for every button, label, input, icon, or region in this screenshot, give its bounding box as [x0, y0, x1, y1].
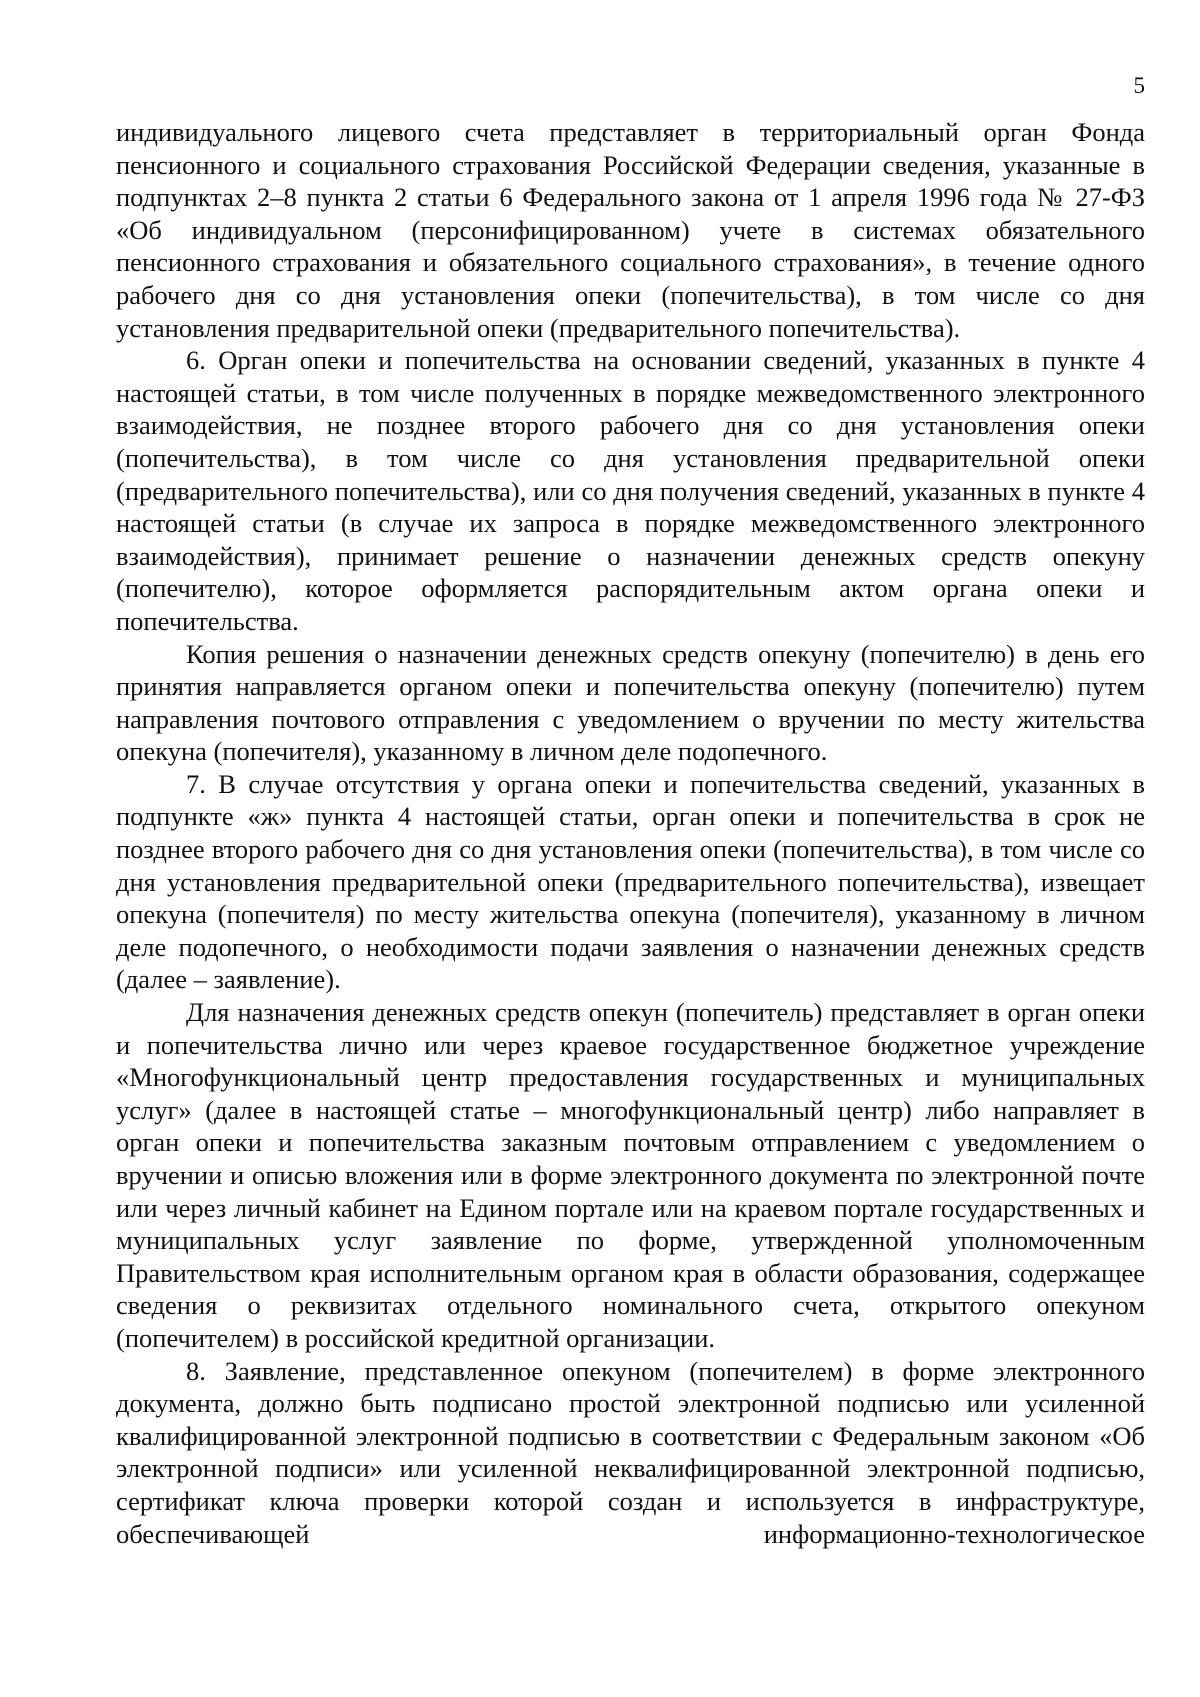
paragraph-item-7: 7. В случае отсутствия у органа опеки и попечительства сведений, указанных в подпункте «ж» пункта 4 настоящей статьи, орган опеки и попечительства в срок не позднее второго рабочего дня со дня установления опеки (попечительства), в том числе со дня установления предварительной опеки (предварительного попечительства), извещает опекуна (попечителя) по месту жительства опекуна (попечителя), указанному в личном деле подопечного, о необходимости подачи заявления о назначении денежных средств (далее – заявление). — [116, 768, 1145, 995]
page-number: 5 — [1133, 73, 1145, 98]
paragraph-decision-copy: Копия решения о назначении денежных средств опекуну (попечителю) в день его принятия направляется органом опеки и попечительства опекуну (попечителю) путем направления почтового отправления с уведомлением о вручении по месту жительства опекуна (попечителя), указанному в личном деле подопечного. — [116, 638, 1145, 767]
paragraph-continuation: индивидуального лицевого счета представляет в территориальный орган Фонда пенсионного и социального страхования Российской Федерации сведения, указанные в подпунктах 2–8 пункта 2 статьи 6 Федерального закона от 1 апреля 1996 года № 27-ФЗ «Об индивидуальном (персонифицированном) учете в системах обязательного пенсионного страхования и обязательного социального страхования», в течение одного рабочего дня со дня установления опеки (попечительства), в том числе со дня установления предварительной опеки (предварительного попечительства). — [116, 117, 1145, 343]
paragraph-application-submission: Для назначения денежных средств опекун (попечитель) представляет в орган опеки и попечительства лично или через краевое государственное бюджетное учреждение «Многофункциональный центр предоставления государственных и муниципальных услуг» (далее в настоящей статье – многофункциональный центр) либо направляет в орган опеки и попечительства заказным почтовым отправлением с уведомлением о вручении и описью вложения или в форме электронного документа по электронной почте или через личный кабинет на Едином портале или на краевом портале государственных и муниципальных услуг заявление по форме, утвержденной уполномоченным Правительством края исполнительным органом края в области образования, содержащее сведения о реквизитах отдельного номинального счета, открытого опекуном (попечителем) в российской кредитной организации. — [116, 997, 1145, 1353]
document-body — [116, 116, 1145, 1550]
paragraph-item-6: 6. Орган опеки и попечительства на основании сведений, указанных в пункте 4 настоящей статьи, в том числе полученных в порядке межведомственного электронного взаимодействия, не позднее второго рабочего дня со дня установления опеки (попечительства), в том числе со дня установления предварительной опеки (предварительного попечительства), или со дня получения сведений, указанных в пункте 4 настоящей статьи (в случае их запроса в порядке межведомственного электронного взаимодействия), принимает решение о назначении денежных средств опекуну (попечителю), которое оформляется распорядительным актом органа опеки и попечительства. — [116, 345, 1145, 636]
paragraph-item-8: 8. Заявление, представленное опекуном (попечителем) в форме электронного документа, должно быть подписано простой электронной подписью или усиленной квалифицированной электронной подписью в соответствии с Федеральным законом «Об электронной подписи» или усиленной неквалифицированной электронной подписью, сертификат ключа проверки которой создан и используется в инфраструктуре, обеспечивающей информационно-технологическое — [116, 1355, 1145, 1549]
